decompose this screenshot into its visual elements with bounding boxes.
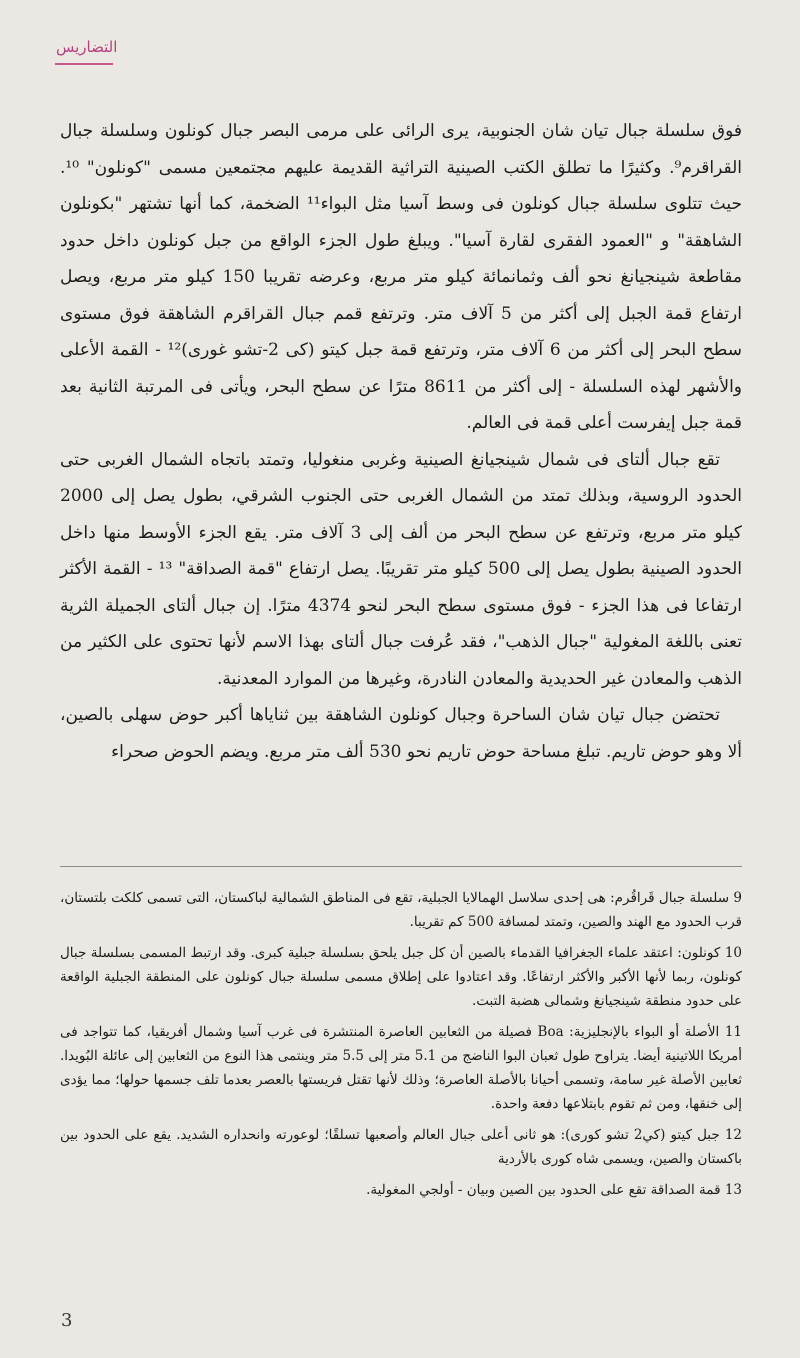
footnote-12: 12 جبل كيتو (كي2 تشو كورى): هو ثانى أعلى جبال العالم وأصعبها تسلقًا؛ لوعورته وانحداره الشديد. يقع على الحدود بين باكستان والصين، ويسمى شاه كورى بالأردية [60, 1127, 743, 1167]
footnote-divider [60, 866, 742, 867]
main-text [60, 113, 742, 770]
page-number: 3 [61, 1310, 73, 1331]
paragraph-1: فوق سلسلة جبال تيان شان الجنوبية، يرى الرائى على مرمى البصر جبال كونلون وسلسلة جبال القراقرم⁹. وكثيرًا ما تطلق الكتب الصينية التراثية القديمة عليهم مجتمعين مسمى "كونلون" ¹⁰. حيث تتلوى سلسلة جبال كونلون فى وسط آسيا مثل البواء¹¹ الضخمة، كما أنها تشتهر "بكونلون الشاهقة" و "العمود الفقرى لقارة آسيا". ويبلغ طول الجزء الواقع من جبل كونلون داخل حدود مقاطعة شينجيانغ نحو ألف وثمانمائة كيلو متر مربع، وعرضه تقريبا 150 كيلو متر مربع، ويصل ارتفاع قمة الجبل إلى أكثر من 5 آلاف متر. وترتفع قمم جبال القراقرم الشاهقة فوق مستوى سطح البحر إلى أكثر من 6 آلاف متر، وترتفع قمة جبل كيتو (كى 2-تشو غورى)¹² - القمة الأعلى والأشهر لهذه السلسلة - إلى أكثر من 8611 مترًا عن سطح البحر، ويأتى فى المرتبة الثانية بعد قمة جبل إيفرست أعلى قمة فى العالم. [60, 121, 743, 433]
header-underline [55, 63, 113, 65]
footnote-11: 11 الأصلة أو البواء بالإنجليزية: Boa فصيلة من الثعابين العاصرة المنتشرة فى غرب آسيا وشمال أفريقيا، كما تتواجد فى أمريكا اللاتينية أيضا. يتراوح طول ثعبان البوا الناضج من 5.1 متر إلى 5.5 متر وينتمى هذا النوع من الثعابين إلى عائلة البُويدا. ثعابين الأصلة غير سامة، وتسمى أحيانا بالأصلة العاصرة؛ وذلك لأنها تقتل فريستها بالعصر بعدما تلف جسمها حولها؛ مما يؤدى إلى خنقها، ومن ثم تقوم بابتلاعها دفعة واحدة. [60, 1024, 743, 1112]
footnote-10: 10 كونلون: اعتقد علماء الجغرافيا القدماء بالصين أن كل جبل يلحق بسلسلة جبلية كبرى. وقد ارتبط المسمى بسلسلة جبال كونلون، ربما لأنها الأكبر والأكثر ارتفاعًا. وقد اعتادوا على إطلاق مسمى سلسلة جبال كونلون على المنطقة الجبلية الواقعة على حدود منطقة شينجيانغ وشمالى هضبة التبت. [60, 945, 742, 1009]
paragraph-2: تقع جبال ألتاى فى شمال شينجيانغ الصينية وغربى منغوليا، وتمتد باتجاه الشمال الغربى حتى الحدود الروسية، وبذلك تمتد من الشمال الغربى حتى الجنوب الشرقي، بطول يصل إلى 2000 كيلو متر مربع، وترتفع عن سطح البحر من ألف إلى 3 آلاف متر. يقع الجزء الأوسط منها داخل الحدود الصينية بطول يصل إلى 500 كيلو متر تقريبًا. يصل ارتفاع "قمة الصداقة" ¹³ - القمة الأكثر ارتفاعا فى هذا الجزء - فوق مستوى سطح البحر لنحو 4374 مترًا. إن جبال ألتاى الجميلة الثرية تعنى باللغة المغولية "جبال الذهب"، فقد عُرفت جبال ألتاى بهذا الاسم لأنها تحتوى على الكثير من الذهب والمعادن غير الحديدية والمعادن النادرة، وغيرها من الموارد المعدنية. [60, 449, 743, 689]
footnote-9: 9 سلسلة جبال قَراقُرم: هى إحدى سلاسل الهمالايا الجبلية، تقع فى المناطق الشمالية لباكستان، التى تسمى كلكت بلتستان، قرب الحدود مع الهند والصين، وتمتد لمسافة 500 كم تقريبا. [60, 890, 742, 930]
footnote-13: 13 قمة الصداقة تقع على الحدود بين الصين وبيان - أولجي المغولية. [366, 1182, 742, 1198]
footnotes [60, 886, 742, 1209]
paragraph-3: تحتضن جبال تيان شان الساحرة وجبال كونلون الشاهقة بين ثناياها أكبر حوض سهلى بالصين، ألا وهو حوض تاريم. تبلغ مساحة حوض تاريم نحو 530 ألف متر مربع. ويضم الحوض صحراء [60, 705, 742, 762]
section-header: التضاريس [56, 38, 118, 56]
